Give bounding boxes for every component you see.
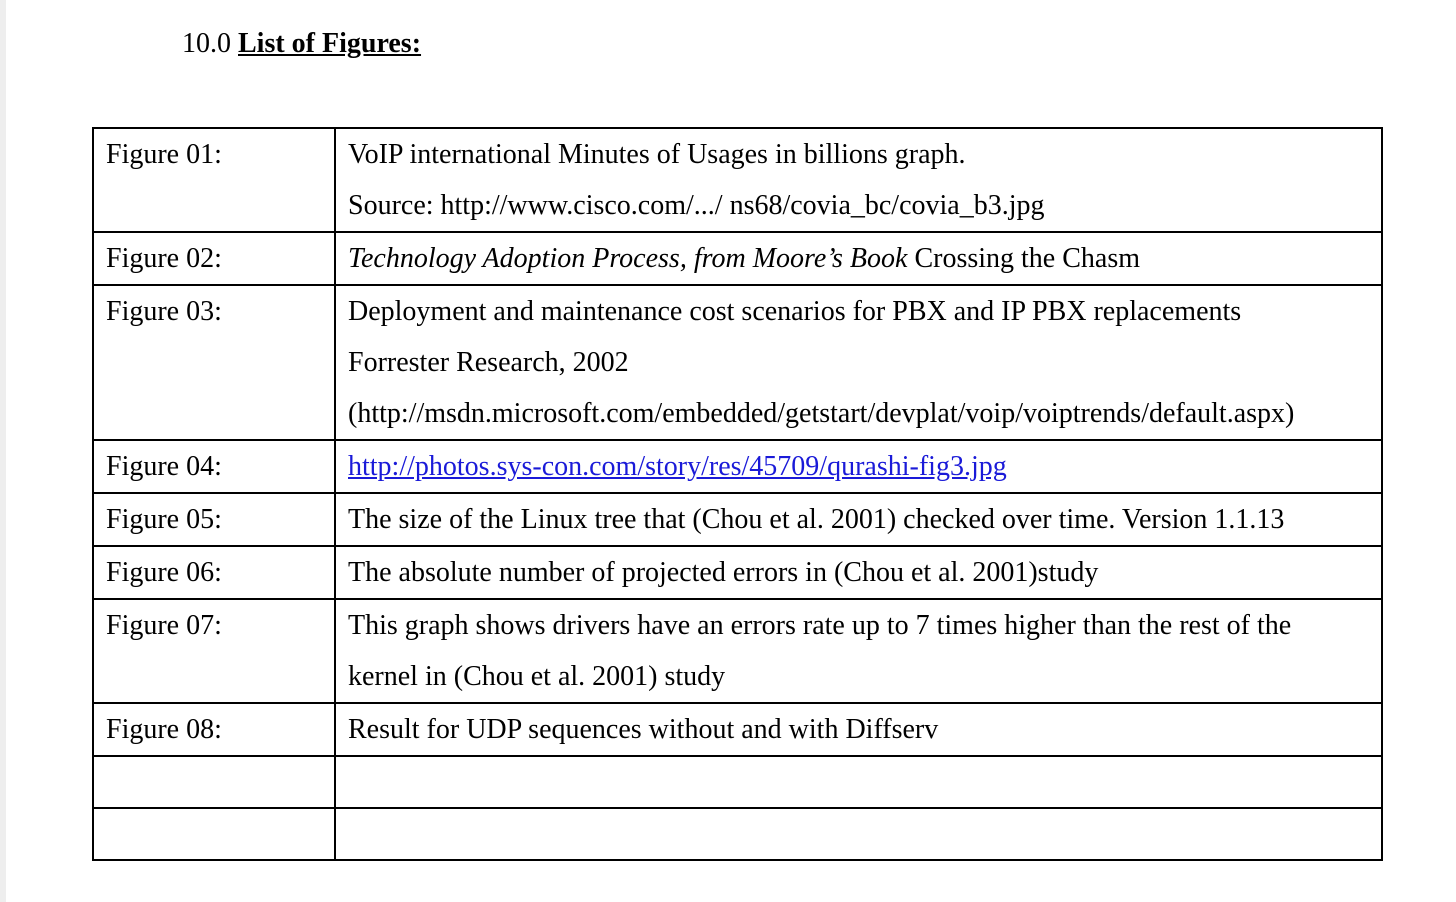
empty-label-cell <box>93 808 335 860</box>
figure-caption: The absolute number of projected errors in (Chou et al. 2001)study <box>348 557 1099 588</box>
table-row <box>93 493 1382 546</box>
figure-source: Forrester Research, 2002 <box>348 347 629 378</box>
empty-description-cell <box>335 756 1382 808</box>
figure-label: Figure 05: <box>106 504 222 535</box>
figure-caption <box>348 233 1373 284</box>
figure-caption-plain: Crossing the Chasm <box>907 243 1141 274</box>
table-row <box>93 440 1382 493</box>
figure-label: Figure 02: <box>106 243 222 274</box>
figure-label-cell <box>93 232 335 285</box>
table-row <box>93 546 1382 599</box>
figure-label: Figure 06: <box>106 557 222 588</box>
figure-label-cell <box>93 703 335 756</box>
figure-label-cell <box>93 128 335 232</box>
figure-caption-italic: Technology Adoption Process, from Moore’s Book <box>348 243 908 274</box>
figure-source-url: (http://msdn.microsoft.com/embedded/getstart/devplat/voip/voiptrends/default.aspx) <box>348 398 1295 429</box>
figure-source: Source: http://www.cisco.com/.../ ns68/covia_bc/covia_b3.jpg <box>348 190 1045 221</box>
figure-caption: Result for UDP sequences without and with Diffserv <box>348 714 939 745</box>
figure-caption: The size of the Linux tree that (Chou et al. 2001) checked over time. Version 1.1.13 <box>348 504 1285 535</box>
figure-label: Figure 04: <box>106 451 222 482</box>
table-row <box>93 599 1382 703</box>
figure-label-cell <box>93 546 335 599</box>
figure-link[interactable]: http://photos.sys-con.com/story/res/45709/qurashi-fig3.jpg <box>348 451 1007 482</box>
empty-table-row <box>93 756 1382 808</box>
empty-label-cell <box>93 756 335 808</box>
table-row <box>93 703 1382 756</box>
figure-label-cell <box>93 493 335 546</box>
figure-label: Figure 03: <box>106 296 222 327</box>
section-heading <box>182 26 421 62</box>
table-row <box>93 232 1382 285</box>
figure-description-cell <box>335 703 1382 756</box>
figure-description-cell <box>335 440 1382 493</box>
figures-table <box>92 127 1383 861</box>
empty-table-row <box>93 808 1382 860</box>
figure-description-cell <box>335 493 1382 546</box>
figure-description-cell <box>335 128 1382 232</box>
figure-caption-continued: kernel in (Chou et al. 2001) study <box>348 661 726 692</box>
figure-label: Figure 08: <box>106 714 222 745</box>
figure-description-cell <box>335 546 1382 599</box>
figure-caption: This graph shows drivers have an errors rate up to 7 times higher than the rest of the <box>348 610 1292 641</box>
figure-label-cell <box>93 285 335 440</box>
figure-label-cell <box>93 440 335 493</box>
figure-description-cell <box>335 599 1382 703</box>
table-row <box>93 285 1382 440</box>
figure-label: Figure 01: <box>106 139 222 170</box>
figure-label: Figure 07: <box>106 610 222 641</box>
section-number: 10.0 <box>182 28 231 59</box>
empty-description-cell <box>335 808 1382 860</box>
figure-caption: VoIP international Minutes of Usages in billions graph. <box>348 139 966 170</box>
section-title: List of Figures: <box>238 28 422 59</box>
figure-description-cell <box>335 232 1382 285</box>
table-row <box>93 128 1382 232</box>
figure-caption: Deployment and maintenance cost scenarios for PBX and IP PBX replacements <box>348 296 1242 327</box>
page-left-edge <box>0 0 6 902</box>
figure-link-line <box>348 441 1373 492</box>
figure-label-cell <box>93 599 335 703</box>
figure-description-cell <box>335 285 1382 440</box>
